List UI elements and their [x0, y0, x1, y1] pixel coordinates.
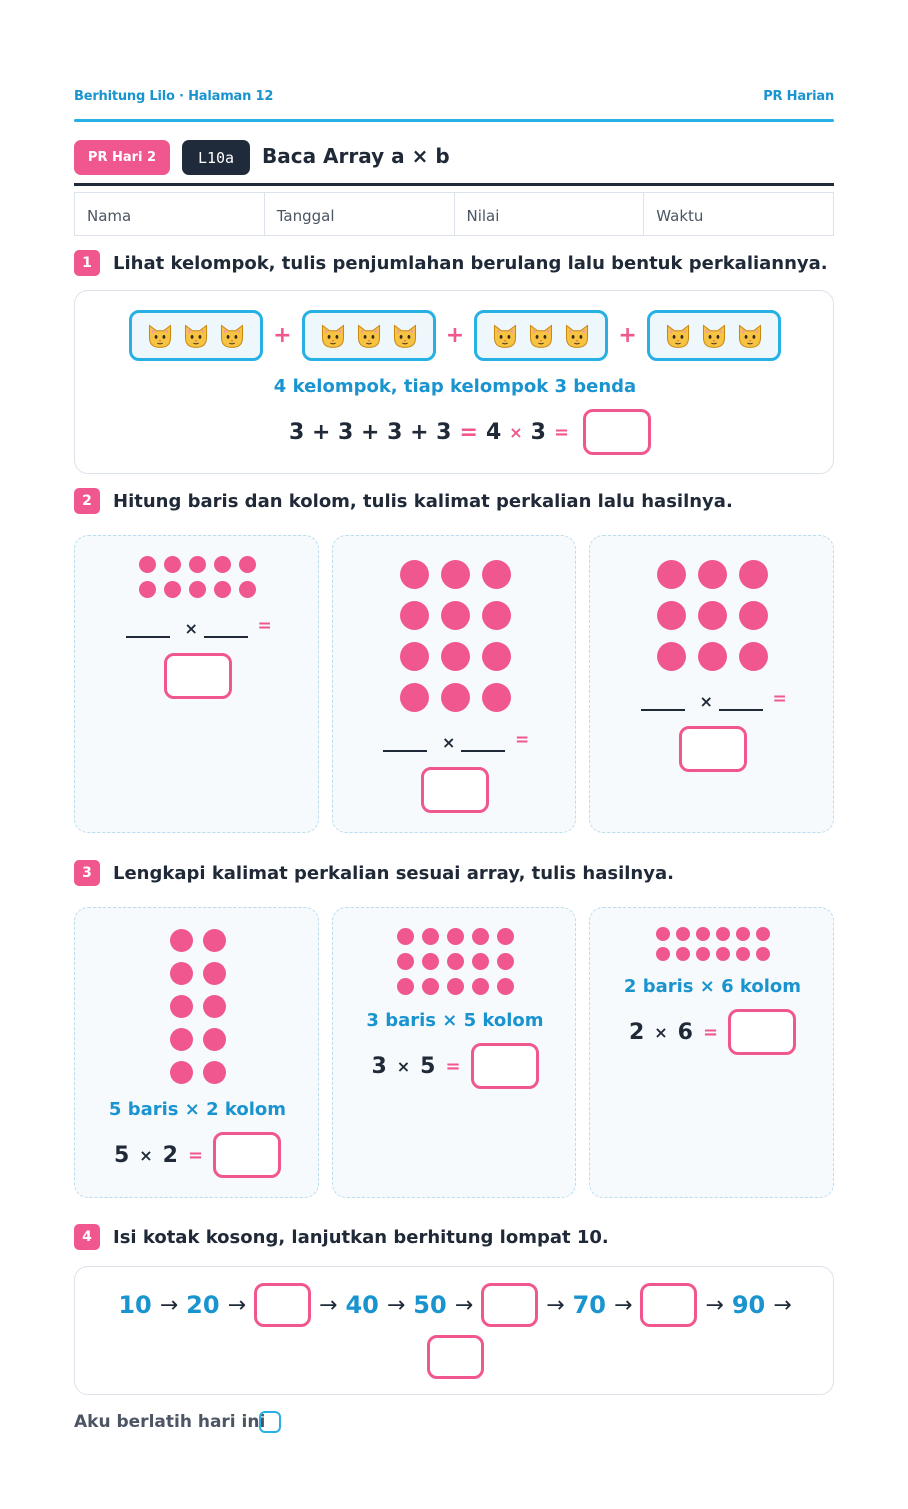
cat-face-icon: [182, 322, 210, 350]
day-tag: PR Hari 2: [74, 140, 170, 175]
q2-answer-box[interactable]: [679, 726, 747, 772]
info-name-field[interactable]: Nama: [75, 193, 265, 235]
q3-factor-a: 2: [628, 1019, 645, 1045]
cat-face-icon: [355, 322, 383, 350]
question-text-2: Hitung baris dan kolom, tulis kalimat perkalian lalu hasilnya.: [113, 491, 733, 512]
array-dot: [170, 995, 193, 1018]
title-divider: [74, 183, 834, 186]
q3-factor-a: 3: [371, 1053, 387, 1079]
q4-number: 40: [345, 1291, 379, 1319]
array-dot: [497, 953, 514, 970]
array-dot: [203, 962, 226, 985]
array-dot: [716, 927, 730, 941]
array-dot: [739, 642, 768, 671]
array-dot: [482, 683, 511, 712]
q2-equals-sign: =: [257, 616, 272, 636]
array-dot: [164, 556, 181, 573]
q4-arrow: →: [773, 1292, 792, 1318]
header-right: PR Harian: [763, 89, 834, 104]
array-dot: [214, 581, 231, 598]
q2-times-sign: ×: [442, 733, 456, 752]
info-time-field[interactable]: Waktu: [656, 207, 704, 225]
q4-number: 10: [118, 1291, 152, 1319]
q1-plus-sign: +: [273, 323, 292, 348]
question-number-3: 3: [74, 860, 100, 886]
array-dot: [400, 683, 429, 712]
q2-blank-rows[interactable]: [126, 636, 170, 638]
array-dot: [400, 601, 429, 630]
array-dot: [441, 601, 470, 630]
q3-card-3: [589, 907, 834, 1198]
q1-equals-1: =: [459, 419, 478, 445]
q3-answer-box[interactable]: [471, 1043, 539, 1089]
q3-card-1: [74, 907, 319, 1198]
q4-number: 70: [572, 1291, 606, 1319]
array-dot: [698, 560, 727, 589]
level-tag: L10a: [182, 140, 250, 175]
array-dot: [400, 642, 429, 671]
array-dot: [170, 929, 193, 952]
array-dot: [698, 642, 727, 671]
q4-panel: [74, 1266, 834, 1395]
array-dot: [214, 556, 231, 573]
q3-card-2: [332, 907, 576, 1198]
q2-blank-rows[interactable]: [641, 709, 685, 711]
q2-equals-sign: =: [772, 689, 787, 709]
info-row: [74, 192, 834, 236]
array-dot: [441, 560, 470, 589]
q2-times-sign: ×: [184, 619, 198, 638]
array-dot: [170, 1028, 193, 1051]
q4-arrow: →: [705, 1292, 724, 1318]
array-dot: [482, 642, 511, 671]
array-dot: [657, 642, 686, 671]
q4-answer-box[interactable]: [427, 1335, 484, 1379]
question-text-3: Lengkapi kalimat perkalian sesuai array, tulis hasilnya.: [113, 863, 674, 884]
q3-factor-a: 5: [113, 1142, 130, 1168]
q4-answer-box[interactable]: [481, 1283, 538, 1327]
array-dot: [472, 953, 489, 970]
q1-plus-sign: +: [445, 323, 465, 348]
array-dot: [422, 953, 439, 970]
q3-equals-sign: =: [187, 1144, 204, 1166]
q2-card-2: [332, 535, 576, 833]
q4-sequence: [95, 1283, 815, 1379]
array-dot: [736, 927, 750, 941]
array-dot: [397, 978, 414, 995]
q3-times-sign: ×: [396, 1056, 411, 1076]
q4-arrow: →: [546, 1292, 565, 1318]
array-dot: [482, 601, 511, 630]
array-dot: [139, 581, 156, 598]
array-dot: [696, 947, 710, 961]
cat-face-icon: [319, 322, 347, 350]
array-dot: [203, 1061, 226, 1084]
q4-arrow: →: [319, 1292, 338, 1318]
info-score-field[interactable]: Nilai: [455, 193, 645, 235]
array-dot: [472, 978, 489, 995]
array-dot: [657, 601, 686, 630]
q1-group-box: [647, 310, 781, 361]
q2-times-sign: ×: [699, 692, 713, 711]
cat-face-icon: [700, 322, 728, 350]
array-dot: [736, 947, 750, 961]
array-dot: [139, 556, 156, 573]
q3-times-sign: ×: [139, 1145, 153, 1165]
q1-group-box: [129, 310, 263, 361]
practice-checkbox[interactable]: [259, 1411, 281, 1433]
q4-number: 90: [731, 1291, 766, 1319]
array-dot: [239, 556, 256, 573]
q1-factor-b: 3: [530, 419, 546, 445]
cat-face-icon: [563, 322, 591, 350]
q4-number: 50: [413, 1291, 447, 1319]
array-dot: [497, 978, 514, 995]
q4-number: 20: [186, 1291, 220, 1319]
array-dot: [756, 927, 770, 941]
header-left: Berhitung Lilo · Halaman 12: [74, 89, 274, 104]
q1-group-box: [474, 310, 608, 361]
q3-answer-box[interactable]: [213, 1132, 281, 1178]
array-dot: [441, 642, 470, 671]
footer-text: Aku berlatih hari ini: [74, 1412, 266, 1432]
q1-group-box: [302, 310, 436, 361]
q4-arrow: →: [386, 1292, 406, 1318]
array-dot: [397, 928, 414, 945]
q4-answer-box[interactable]: [640, 1283, 697, 1327]
array-dot: [472, 928, 489, 945]
q1-answer-box[interactable]: [583, 409, 651, 455]
question-number-4: 4: [74, 1224, 100, 1250]
array-dot: [397, 953, 414, 970]
array-dot: [189, 556, 206, 573]
q2-card-1: [74, 535, 319, 833]
array-dot: [676, 947, 690, 961]
q2-card-3: [589, 535, 834, 833]
array-dot: [203, 995, 226, 1018]
array-dot: [696, 927, 710, 941]
cat-face-icon: [218, 322, 246, 350]
q4-answer-box[interactable]: [254, 1283, 311, 1327]
array-dot: [447, 928, 464, 945]
cat-face-icon: [527, 322, 555, 350]
q3-factor-b: 6: [677, 1019, 693, 1045]
q1-panel: [74, 290, 834, 474]
array-dot: [441, 683, 470, 712]
array-dot: [203, 929, 226, 952]
array-dot: [203, 1028, 226, 1051]
q3-factor-b: 5: [420, 1053, 436, 1079]
q2-blank-cols[interactable]: [719, 709, 763, 711]
array-dot: [447, 953, 464, 970]
array-dot: [239, 581, 256, 598]
array-dot: [676, 927, 690, 941]
q4-arrow: →: [227, 1292, 246, 1318]
q1-caption: 4 kelompok, tiap kelompok 3 benda: [273, 376, 637, 397]
info-date-field[interactable]: Tanggal: [265, 193, 455, 235]
q1-times: ×: [509, 422, 523, 442]
q2-blank-rows[interactable]: [383, 750, 427, 752]
array-dot: [716, 947, 730, 961]
array-dot: [657, 560, 686, 589]
q2-answer-box[interactable]: [421, 767, 489, 813]
cat-face-icon: [391, 322, 419, 350]
q3-caption: 3 baris × 5 kolom: [366, 1010, 544, 1031]
array-dot: [400, 560, 429, 589]
q3-equation: [590, 1009, 835, 1055]
q4-arrow: →: [613, 1292, 633, 1318]
array-dot: [656, 947, 670, 961]
q3-equation: [333, 1043, 577, 1089]
cat-face-icon: [146, 322, 174, 350]
page-title: Baca Array a × b: [262, 144, 450, 168]
question-number-2: 2: [74, 488, 100, 514]
q3-times-sign: ×: [654, 1022, 668, 1042]
q1-plus-sign: +: [618, 323, 637, 348]
array-dot: [422, 928, 439, 945]
q1-groups: [129, 308, 781, 363]
question-text-4: Isi kotak kosong, lanjutkan berhitung lompat 10.: [113, 1227, 609, 1248]
q3-equals-sign: =: [445, 1055, 461, 1077]
array-dot: [170, 962, 193, 985]
array-dot: [739, 560, 768, 589]
q1-equation: [289, 409, 651, 455]
question-text-1: Lihat kelompok, tulis penjumlahan berulang lalu bentuk perkaliannya.: [113, 253, 828, 274]
q2-blank-cols[interactable]: [204, 636, 248, 638]
q1-sum: 3 + 3 + 3 + 3: [289, 419, 452, 445]
array-dot: [739, 601, 768, 630]
q3-equals-sign: =: [702, 1021, 719, 1043]
header-divider: [74, 119, 834, 122]
q3-caption: 5 baris × 2 kolom: [108, 1099, 287, 1120]
q2-answer-box[interactable]: [164, 653, 232, 699]
question-number-1: 1: [74, 250, 100, 276]
array-dot: [422, 978, 439, 995]
q3-answer-box[interactable]: [728, 1009, 796, 1055]
q3-factor-b: 2: [162, 1142, 178, 1168]
q3-caption: 2 baris × 6 kolom: [623, 976, 802, 997]
q1-factor-a: 4: [485, 419, 502, 445]
q2-equals-sign: =: [515, 730, 530, 750]
q1-equals-2: =: [553, 421, 570, 443]
array-dot: [482, 560, 511, 589]
array-dot: [698, 601, 727, 630]
array-dot: [497, 928, 514, 945]
cat-face-icon: [491, 322, 519, 350]
array-dot: [164, 581, 181, 598]
array-dot: [447, 978, 464, 995]
cat-face-icon: [736, 322, 764, 350]
q4-arrow: →: [454, 1292, 474, 1318]
array-dot: [189, 581, 206, 598]
q3-equation: [75, 1132, 320, 1178]
array-dot: [756, 947, 770, 961]
q4-arrow: →: [159, 1292, 179, 1318]
q2-blank-cols[interactable]: [461, 750, 505, 752]
array-dot: [170, 1061, 193, 1084]
cat-face-icon: [664, 322, 692, 350]
array-dot: [656, 927, 670, 941]
